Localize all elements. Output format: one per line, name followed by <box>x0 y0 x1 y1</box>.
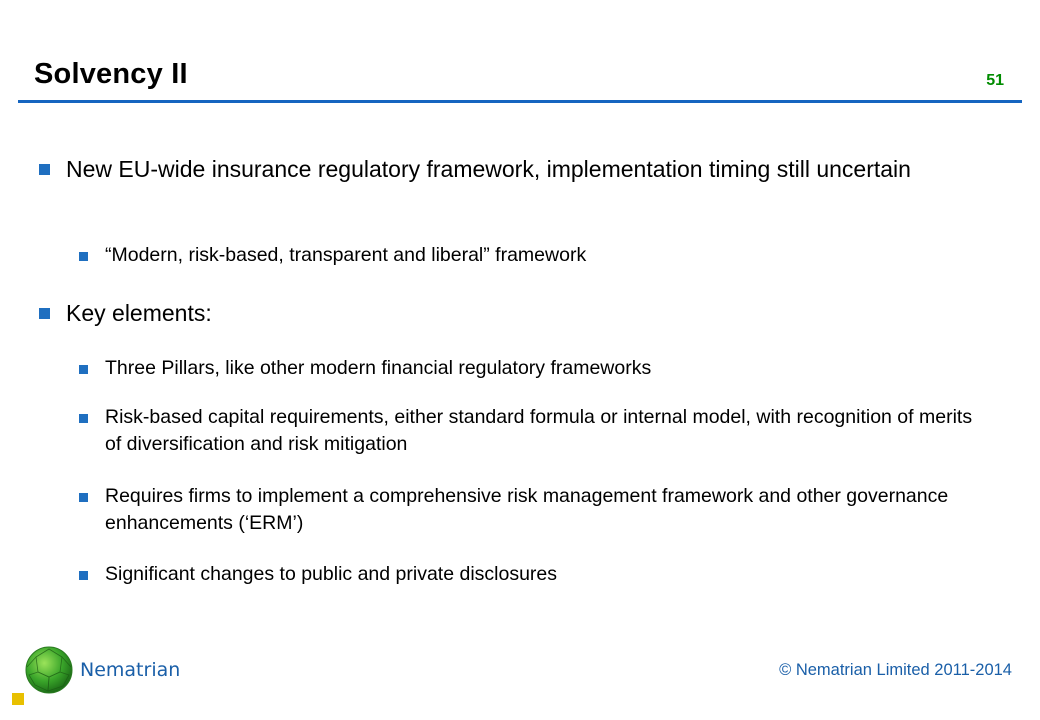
sub-bullet-item <box>105 561 975 588</box>
bullet-text: New EU-wide insurance regulatory framework, implementation timing still uncertain <box>66 156 911 182</box>
sub-bullet-item <box>105 483 975 538</box>
footer-brand: Nematrian <box>80 659 181 681</box>
square-bullet-icon <box>79 571 88 580</box>
sub-bullet-item <box>105 355 975 382</box>
square-bullet-icon <box>79 252 88 261</box>
square-bullet-icon <box>79 493 88 502</box>
bullet-item <box>66 153 966 185</box>
sub-bullet-item <box>105 404 975 459</box>
bullet-text: Risk-based capital requirements, either standard formula or internal model, with recognition of merits of diversification and risk mitigation <box>105 406 973 456</box>
footer-copyright: © Nematrian Limited 2011-2014 <box>779 661 1012 679</box>
square-bullet-icon <box>39 308 50 319</box>
square-bullet-icon <box>79 414 88 423</box>
slide-title: Solvency II <box>34 58 188 90</box>
bullet-text: Key elements: <box>66 300 212 326</box>
bullet-text: Significant changes to public and private disclosures <box>105 563 558 585</box>
sub-bullet-item <box>105 242 975 269</box>
bullet-item <box>66 297 966 329</box>
bullet-text: “Modern, risk-based, transparent and liberal” framework <box>105 244 587 266</box>
square-bullet-icon <box>79 365 88 374</box>
green-polyhedron-logo-icon <box>24 645 74 695</box>
bullet-text: Three Pillars, like other modern financial regulatory frameworks <box>105 357 652 379</box>
square-bullet-icon <box>39 164 50 175</box>
page-number: 51 <box>986 72 1004 89</box>
corner-marker <box>12 693 24 705</box>
bullet-text: Requires firms to implement a comprehensive risk management framework and other governance enhancements (‘ERM’) <box>105 485 949 535</box>
